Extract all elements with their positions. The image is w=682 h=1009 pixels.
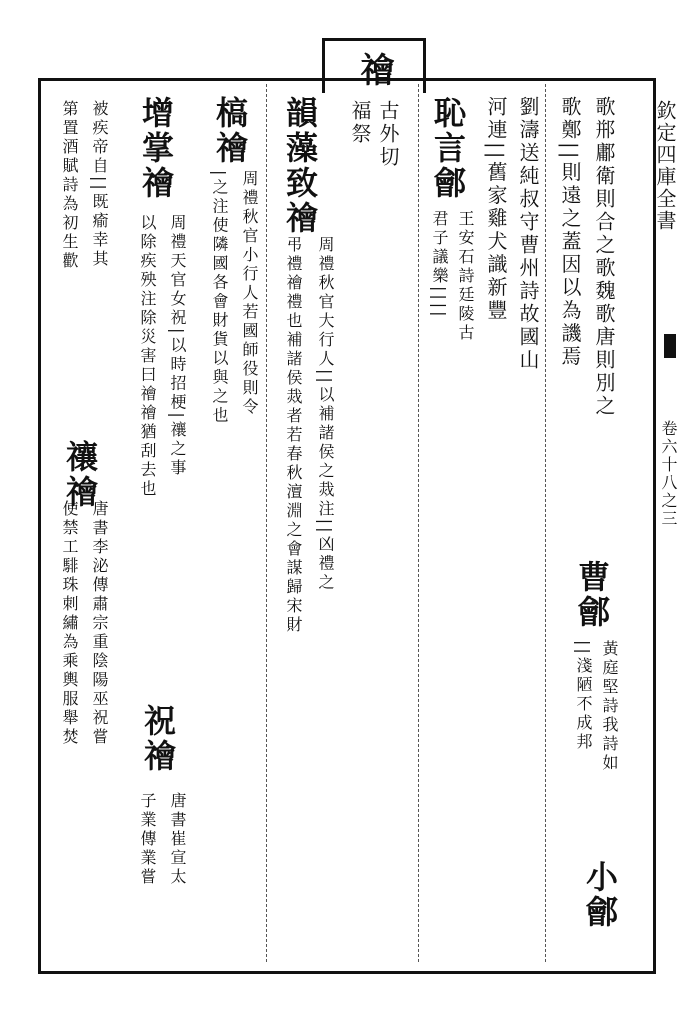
note-left4-1: 被疾帝自||既瘉幸其 (90, 100, 109, 269)
text-col-b: 歌鄭||則遠之蓋因以為譏焉 (558, 96, 582, 369)
text-col-c: 劉濤送純叔守曹州詩故國山 (516, 96, 540, 372)
reading: 古外切 (376, 100, 400, 169)
note-caokuai-2: ||淺陋不成邦 (574, 640, 593, 752)
column-rule (266, 84, 267, 962)
note-gaokuai-2: |之注使隣國各會財貨以與之也 (210, 170, 229, 426)
note-chiyan-1: 王安石詩廷陵古 (456, 210, 475, 343)
headword-gaokuai: 槁禬 (211, 96, 249, 166)
note-yunzao-1: 周禮秋官大行人||以補諸侯之烖注||凶禮之 (316, 236, 335, 593)
column-rule (545, 84, 546, 962)
page-title-char: 禬 (354, 52, 394, 88)
note-zhukuai-2: 子業傳業嘗 (138, 792, 157, 887)
headword-rangkuai: 禳禬 (61, 440, 99, 510)
headword-caokuai: 曹鄶 (573, 560, 611, 630)
note-rangkuai-2: 使禁工騑珠刺繡為乘輿服舉焚 (60, 500, 79, 747)
headword-yunzao: 韻藻致禬 (281, 96, 319, 236)
headword-zengzhang: 增掌禬 (137, 96, 175, 201)
column-rule (418, 84, 419, 962)
note-rangkuai-1: 唐書李泌傳肅宗重陰陽巫祝嘗 (90, 500, 109, 747)
note-chiyan-2: 君子議樂|||| (430, 210, 449, 320)
margin-volume: 卷六十八之三 (659, 420, 678, 528)
note-left4-2: 第置酒賦詩為初生歡 (60, 100, 79, 271)
note-zengzhang-2: 以除疾殃注除災害曰禬禬猶刮去也 (138, 214, 157, 499)
headword-xiaokuai: 小鄶 (581, 860, 619, 930)
note-gaokuai-1: 周禮秋官小行人若國師役則令 (240, 170, 259, 417)
text-col-d: 河連||舊家雞犬識新豐 (484, 96, 508, 323)
headword-chiyan: 恥言鄶 (429, 96, 467, 201)
text-col-a: 歌郱鄘衛則合之歌魏歌唐則別之 (592, 96, 616, 418)
note-yunzao-2: 弔禮禬禮也補諸侯烖者若春秋澶淵之會謀歸宋財 (284, 236, 303, 635)
margin-title: 欽定四庫全書 (653, 100, 677, 232)
note-caokuai-1: 黃庭堅詩我詩如 (600, 640, 619, 773)
note-zengzhang-1: 周禮天官女祝|以時招梗|禳之事 (168, 214, 187, 478)
headword-zhukuai: 祝禬 (139, 704, 177, 774)
note-zhukuai-1: 唐書崔宣太 (168, 792, 187, 887)
margin-block (664, 334, 676, 358)
gloss: 福祭 (348, 100, 372, 146)
